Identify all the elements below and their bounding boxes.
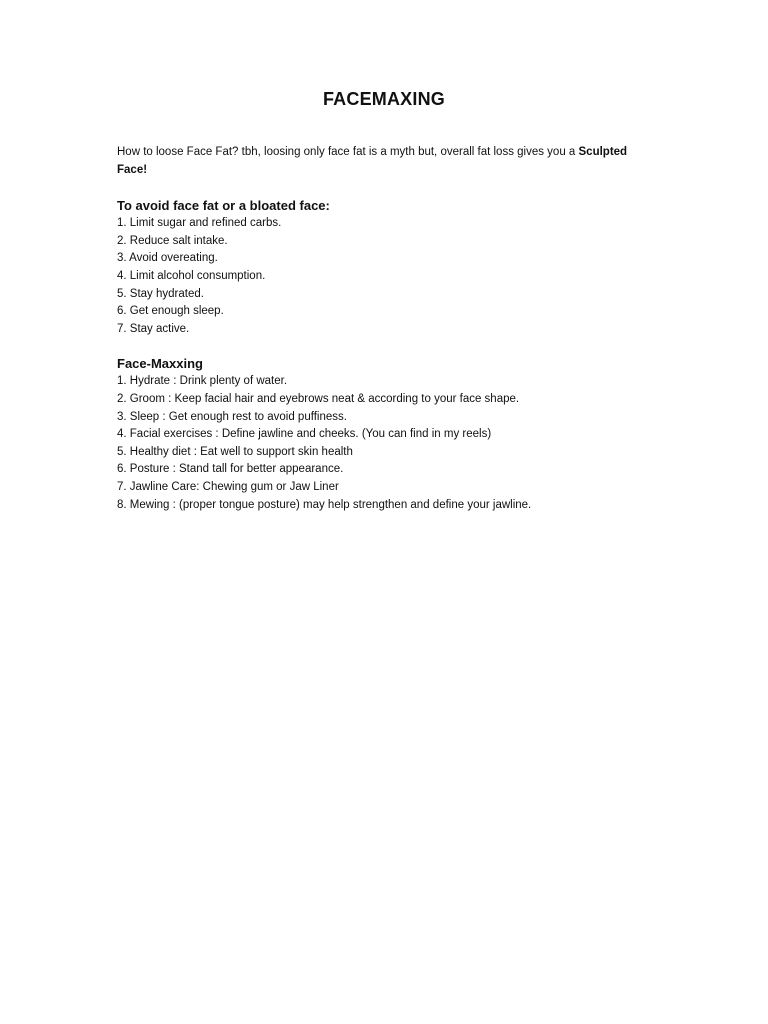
facemaxxing-section-heading: Face-Maxxing — [117, 356, 203, 372]
intro-paragraph — [117, 144, 657, 179]
list-item: 5. Healthy diet : Eat well to support skin health — [117, 445, 353, 458]
list-item: 1. Hydrate : Drink plenty of water. — [117, 375, 288, 388]
list-item: 5. Stay hydrated. — [117, 287, 204, 300]
list-item: 8. Mewing : (proper tongue posture) may help strengthen and define your jawline. — [117, 498, 532, 511]
list-item: 4. Limit alcohol consumption. — [117, 269, 266, 282]
list-item: 3. Sleep : Get enough rest to avoid puffiness. — [117, 410, 347, 423]
list-item: 4. Facial exercises : Define jawline and cheeks. (You can find in my reels) — [117, 428, 492, 441]
list-item: 1. Limit sugar and refined carbs. — [117, 217, 282, 230]
facemaxxing-list — [117, 373, 657, 514]
list-item: 6. Posture : Stand tall for better appearance. — [117, 463, 344, 476]
list-item: 2. Reduce salt intake. — [117, 234, 228, 247]
list-item: 7. Jawline Care: Chewing gum or Jaw Liner — [117, 480, 339, 493]
avoid-section-heading: To avoid face fat or a bloated face: — [117, 198, 330, 214]
page-title: FACEMAXING — [322, 89, 445, 109]
intro-text: How to loose Face Fat? tbh, loosing only face fat is a myth but, overall fat loss gives you a — [117, 146, 579, 158]
avoid-list — [117, 215, 657, 338]
intro-emphasis: Sculpted Face! — [117, 146, 628, 176]
document-body — [117, 144, 657, 514]
list-item: 6. Get enough sleep. — [117, 305, 224, 318]
list-item: 7. Stay active. — [117, 322, 190, 335]
list-item: 3. Avoid overeating. — [117, 252, 218, 265]
list-item: 2. Groom : Keep facial hair and eyebrows neat & according to your face shape. — [117, 392, 520, 405]
